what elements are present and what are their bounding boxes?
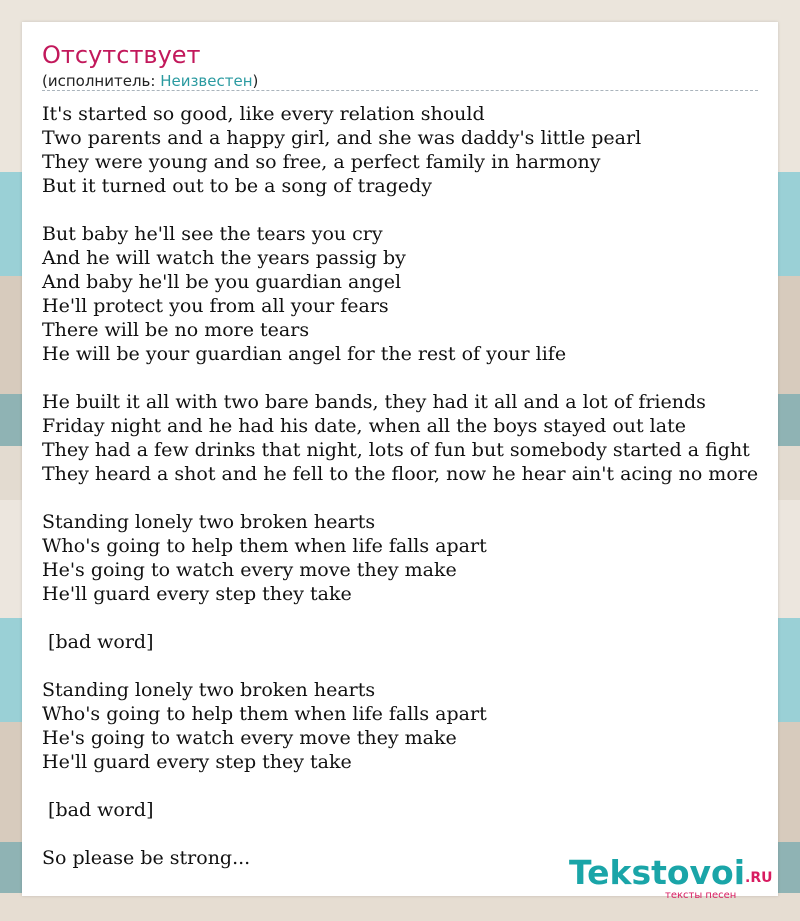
lyrics-line: Friday night and he had his date, when all the boys stayed out late (42, 415, 686, 437)
lyrics-blank-line (42, 366, 800, 390)
site-logo[interactable] (569, 854, 774, 900)
lyrics-line: They had a few drinks that night, lots of fun but somebody started a fight (42, 439, 750, 461)
logo-name: Tekstovoi (569, 853, 746, 892)
lyrics-text (42, 102, 800, 870)
artist-line (42, 71, 758, 91)
lyrics-card (22, 22, 778, 901)
lyrics-line: He'll guard every step they take (42, 583, 352, 605)
lyrics-line: But it turned out to be a song of tragedy (42, 175, 433, 197)
header-divider (42, 90, 758, 91)
lyrics-blank-line (42, 774, 800, 798)
artist-prefix: (исполнитель: (42, 72, 161, 90)
lyrics-line: So please be strong... (42, 847, 251, 869)
song-header (42, 40, 758, 91)
lyrics-blank-line (42, 606, 800, 630)
artist-suffix: ) (252, 72, 259, 90)
lyrics-blank-line (42, 654, 800, 678)
lyrics-line: He built it all with two bare bands, they had it all and a lot of friends (42, 391, 706, 413)
lyrics-line: It's started so good, like every relation should (42, 103, 485, 125)
lyrics-line: Two parents and a happy girl, and she was daddy's little pearl (42, 127, 642, 149)
logo-tagline: тексты песен (665, 890, 737, 901)
lyrics-line: But baby he'll see the tears you cry (42, 223, 383, 245)
lyrics-blank-line (42, 822, 800, 846)
lyrics-line: He'll protect you from all your fears (42, 295, 389, 317)
lyrics-line: He's going to watch every move they make (42, 727, 457, 749)
lyrics-line: He'll guard every step they take (42, 751, 352, 773)
lyrics-line: And baby he'll be you guardian angel (42, 271, 402, 293)
lyrics-line: They were young and so free, a perfect family in harmony (42, 151, 601, 173)
lyrics-blank-line (42, 198, 800, 222)
lyrics-line: They heard a shot and he fell to the floor, now he hear ain't acing no more (42, 463, 759, 485)
lyrics-blank-line (42, 486, 800, 510)
lyrics-line: He's going to watch every move they make (42, 559, 457, 581)
lyrics-line: There will be no more tears (42, 319, 310, 341)
lyrics-line: [bad word] (42, 799, 154, 821)
lyrics-line: Standing lonely two broken hearts (42, 511, 376, 533)
lyrics-line: Who's going to help them when life falls apart (42, 703, 487, 725)
lyrics-line: Standing lonely two broken hearts (42, 679, 376, 701)
artist-link[interactable]: Неизвестен (160, 72, 253, 90)
lyrics-line: [bad word] (42, 631, 154, 653)
logo-tld: .RU (745, 870, 773, 886)
lyrics-line: He will be your guardian angel for the rest of your life (42, 343, 567, 365)
song-title: Отсутствует (42, 41, 201, 69)
lyrics-line: Who's going to help them when life falls apart (42, 535, 487, 557)
lyrics-line: And he will watch the years passig by (42, 247, 406, 269)
